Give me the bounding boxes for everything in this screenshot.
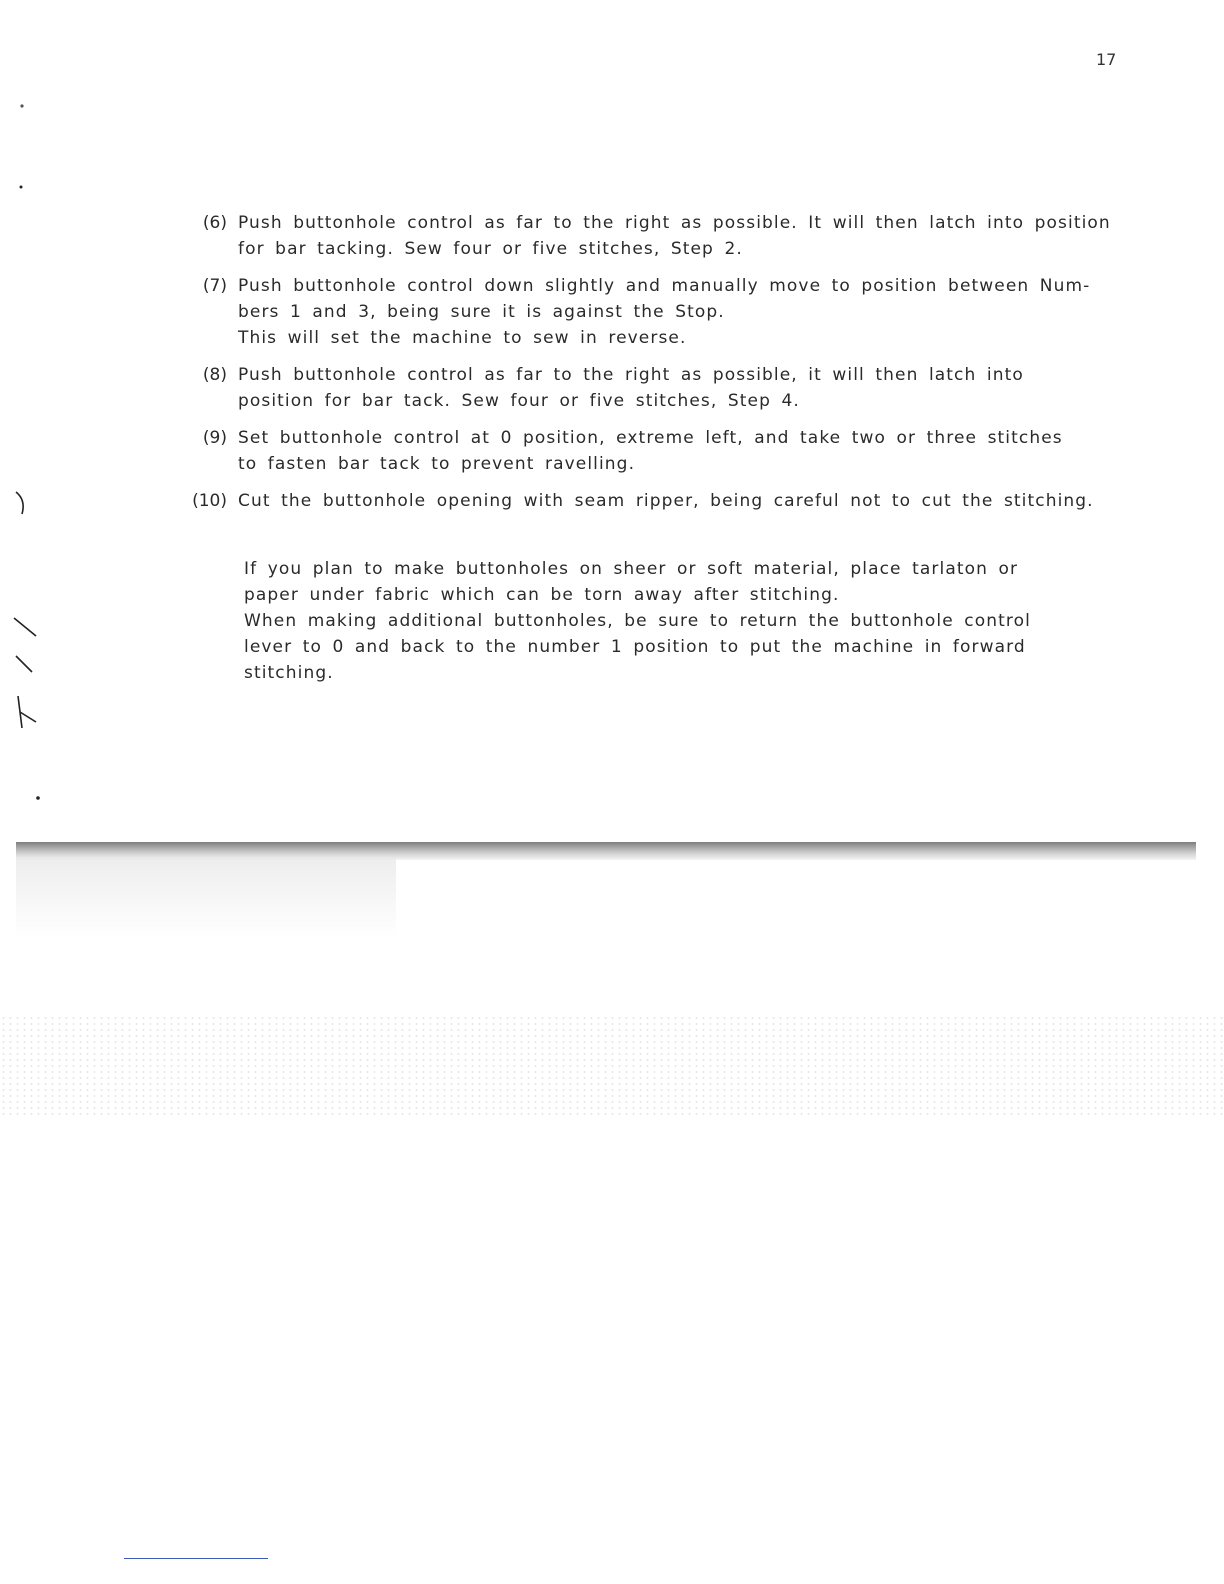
step-line: Push buttonhole control as far to the right as possible. It will then latch into position [238,213,1111,233]
note-paragraph [244,556,1084,686]
step-number: (8) [202,365,227,385]
note-line: When making additional buttonholes, be sure to return the buttonhole control [244,611,1031,631]
note-line: paper under fabric which can be torn away after stitching. [244,585,840,605]
step-text [238,210,1111,262]
scan-speckle [0,1015,1224,1115]
scan-stroke [14,618,36,636]
step-line: bers 1 and 3, being sure it is against the Stop. [238,302,725,322]
scan-artifact-fade [16,858,396,938]
scan-speck [20,104,23,107]
step-text [238,488,1094,514]
step-text [238,362,1091,414]
step-10 [186,488,1094,514]
step-7 [186,273,1091,351]
step-number: (10) [192,491,227,511]
step-9 [186,425,1091,477]
step-line: position for bar tack. Sew four or five stitches, Step 4. [238,391,800,411]
step-number: (9) [202,428,227,448]
page-number: 17 [1096,50,1117,69]
note-line: If you plan to make buttonholes on sheer or soft material, place tarlaton or [244,559,1019,579]
scan-margin-marks [0,0,80,820]
step-line: Cut the buttonhole opening with seam ripper, being careful not to cut the stitching. [238,491,1094,511]
step-8 [186,362,1091,414]
scan-stroke [16,492,23,514]
step-line: Push buttonhole control down slightly and manually move to position between Num- [238,276,1091,296]
step-line: Set buttonhole control at 0 position, extreme left, and take two or three stitches [238,428,1063,448]
scan-stroke [20,712,36,722]
step-6 [186,210,1111,262]
note-line: lever to 0 and back to the number 1 position to put the machine in forward [244,637,1026,657]
instruction-steps [186,210,1111,525]
step-line: Push buttonhole control as far to the right as possible, it will then latch into [238,365,1024,385]
step-line: This will set the machine to sew in reverse. [238,328,687,348]
step-text [238,425,1091,477]
step-line: to fasten bar tack to prevent ravelling. [238,454,636,474]
step-number: (6) [202,213,227,233]
step-text [238,273,1091,351]
note-line: stitching. [244,663,334,683]
step-number: (7) [202,276,227,296]
bottom-rule [124,1558,268,1559]
step-line: for bar tacking. Sew four or five stitches, Step 2. [238,239,743,259]
scan-speck [20,186,23,189]
scan-speck [36,796,40,800]
scan-stroke [16,656,32,672]
